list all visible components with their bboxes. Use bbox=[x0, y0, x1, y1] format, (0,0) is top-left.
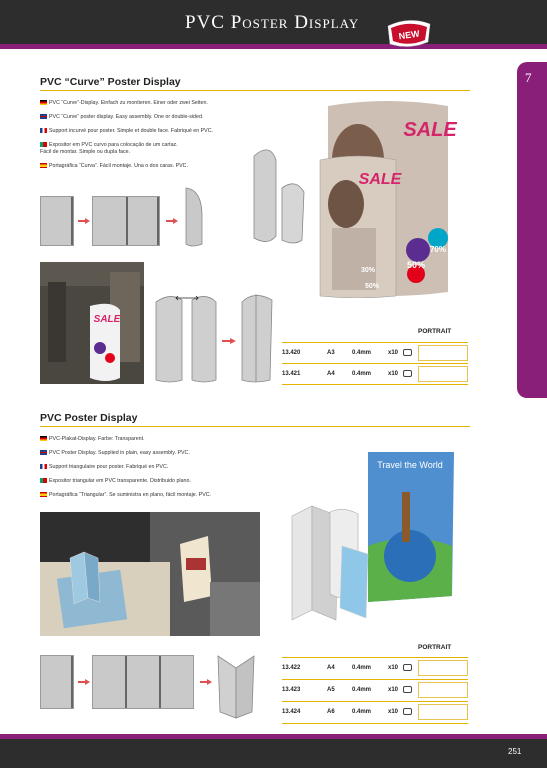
order-box[interactable] bbox=[418, 704, 468, 720]
section2-lang-pt: Expositor triangular em PVC transparente. Distribuido plano. bbox=[40, 478, 191, 485]
page-title: PVC Poster Display bbox=[185, 12, 360, 33]
header-accent-strip bbox=[0, 44, 547, 49]
curve-display-stands-illustration bbox=[248, 140, 308, 248]
flat-sheet-single bbox=[40, 655, 74, 709]
order-box[interactable] bbox=[418, 660, 468, 676]
german-flag-icon bbox=[40, 100, 47, 105]
order-box[interactable] bbox=[418, 366, 468, 382]
section1-lang-fr: Support incurvé pour poster. Simple et double face. Fabriqué en PVC. bbox=[40, 128, 213, 135]
section1-rule bbox=[40, 90, 470, 91]
chapter-number: 7 bbox=[525, 70, 532, 85]
new-badge bbox=[386, 16, 432, 50]
travel-poster-photo bbox=[282, 446, 458, 630]
table-row: 13.421 A4 0.4mm x10 bbox=[282, 366, 468, 382]
curved-sheet-illustration bbox=[182, 186, 206, 248]
section1-title: PVC “Curve” Poster Display bbox=[40, 76, 181, 88]
section2-portrait-label: PORTRAIT bbox=[418, 644, 452, 651]
table-row: 13.422 A4 0.4mm x10 bbox=[282, 660, 468, 676]
table-rule bbox=[282, 701, 468, 702]
sale-poster-photo bbox=[318, 100, 458, 298]
table-rule bbox=[282, 384, 468, 385]
french-flag-icon bbox=[40, 464, 47, 469]
flat-sheet-single bbox=[40, 196, 74, 246]
section1-portrait-label: PORTRAIT bbox=[418, 328, 452, 335]
table-display-photo bbox=[40, 512, 260, 636]
flat-sheet-double bbox=[92, 196, 160, 246]
section2-lang-de: PVC-Plakat-Display. Farbe: Transparent. bbox=[40, 436, 145, 443]
arrow-right-icon bbox=[200, 679, 212, 685]
order-box[interactable] bbox=[418, 682, 468, 698]
portuguese-flag-icon bbox=[40, 478, 47, 483]
table-rule bbox=[282, 657, 468, 658]
table-row: 13.423 A5 0.4mm x10 bbox=[282, 682, 468, 698]
section1-lang-uk: PVC “Curve” poster display. Easy assembly. One or double-sided. bbox=[40, 114, 203, 121]
arrow-right-icon bbox=[166, 218, 178, 224]
section2-lang-es: Portagráfica “Triangular”. Se suministra en plano, fácil montaje. PVC. bbox=[40, 492, 211, 499]
svg-text:SALE: SALE bbox=[93, 314, 121, 325]
page-number: 251 bbox=[508, 747, 522, 756]
table-rule bbox=[282, 342, 468, 343]
section2-title: PVC Poster Display bbox=[40, 412, 138, 424]
table-row: 13.420 A3 0.4mm x10 bbox=[282, 345, 468, 361]
table-row: 13.424 A6 0.4mm x10 bbox=[282, 704, 468, 720]
section1-lang-pt: Expositor em PVC curvo para colocação de um cartaz. bbox=[40, 142, 178, 149]
triangle-sheet-illustration bbox=[216, 652, 256, 722]
pack-icon bbox=[403, 686, 412, 693]
pack-icon bbox=[403, 370, 412, 377]
section2-lang-uk: PVC Poster Display. Supplied in plain, easy assembly. PVC. bbox=[40, 450, 190, 457]
order-box[interactable] bbox=[418, 345, 468, 361]
svg-text:SALE: SALE bbox=[403, 119, 457, 141]
table-rule bbox=[282, 679, 468, 680]
pack-icon bbox=[403, 664, 412, 671]
curve-assembly-illustration bbox=[150, 288, 276, 384]
section1-lang-es: Portagráfica “Curva”. Fácil montaje. Una o dos caras. PVC. bbox=[40, 163, 188, 170]
flat-sheet-triple bbox=[92, 655, 194, 709]
footer-bar bbox=[0, 739, 547, 768]
section2-lang-fr: Support triangulaire pour poster. Fabriqué en PVC. bbox=[40, 464, 168, 471]
pack-icon bbox=[403, 708, 412, 715]
french-flag-icon bbox=[40, 128, 47, 133]
section1-lang-de: PVC “Curve”-Display. Einfach zu montieren. Einer oder zwei Seiten. bbox=[40, 100, 208, 107]
spanish-flag-icon bbox=[40, 492, 47, 497]
hanging-display-photo bbox=[40, 262, 144, 384]
portuguese-flag-icon bbox=[40, 142, 47, 147]
table-rule bbox=[282, 723, 468, 724]
svg-text:30%: 30% bbox=[360, 267, 376, 274]
arrow-right-icon bbox=[78, 679, 90, 685]
svg-text:SALE: SALE bbox=[358, 171, 402, 188]
svg-text:70%: 70% bbox=[429, 245, 447, 254]
svg-text:50%: 50% bbox=[406, 260, 426, 270]
svg-text:50%: 50% bbox=[364, 283, 380, 290]
german-flag-icon bbox=[40, 436, 47, 441]
section2-rule bbox=[40, 426, 470, 427]
table-rule bbox=[282, 363, 468, 364]
spanish-flag-icon bbox=[40, 163, 47, 168]
svg-text:Travel the World: Travel the World bbox=[377, 460, 443, 470]
pack-icon bbox=[403, 349, 412, 356]
new-badge-text: NEW bbox=[398, 28, 421, 42]
section1-lang-pt-cont: Fácil de montar. Simple ou dupla face. bbox=[40, 149, 131, 155]
arrow-right-icon bbox=[78, 218, 90, 224]
uk-flag-icon bbox=[40, 114, 47, 119]
uk-flag-icon bbox=[40, 450, 47, 455]
chapter-tab bbox=[517, 62, 547, 398]
